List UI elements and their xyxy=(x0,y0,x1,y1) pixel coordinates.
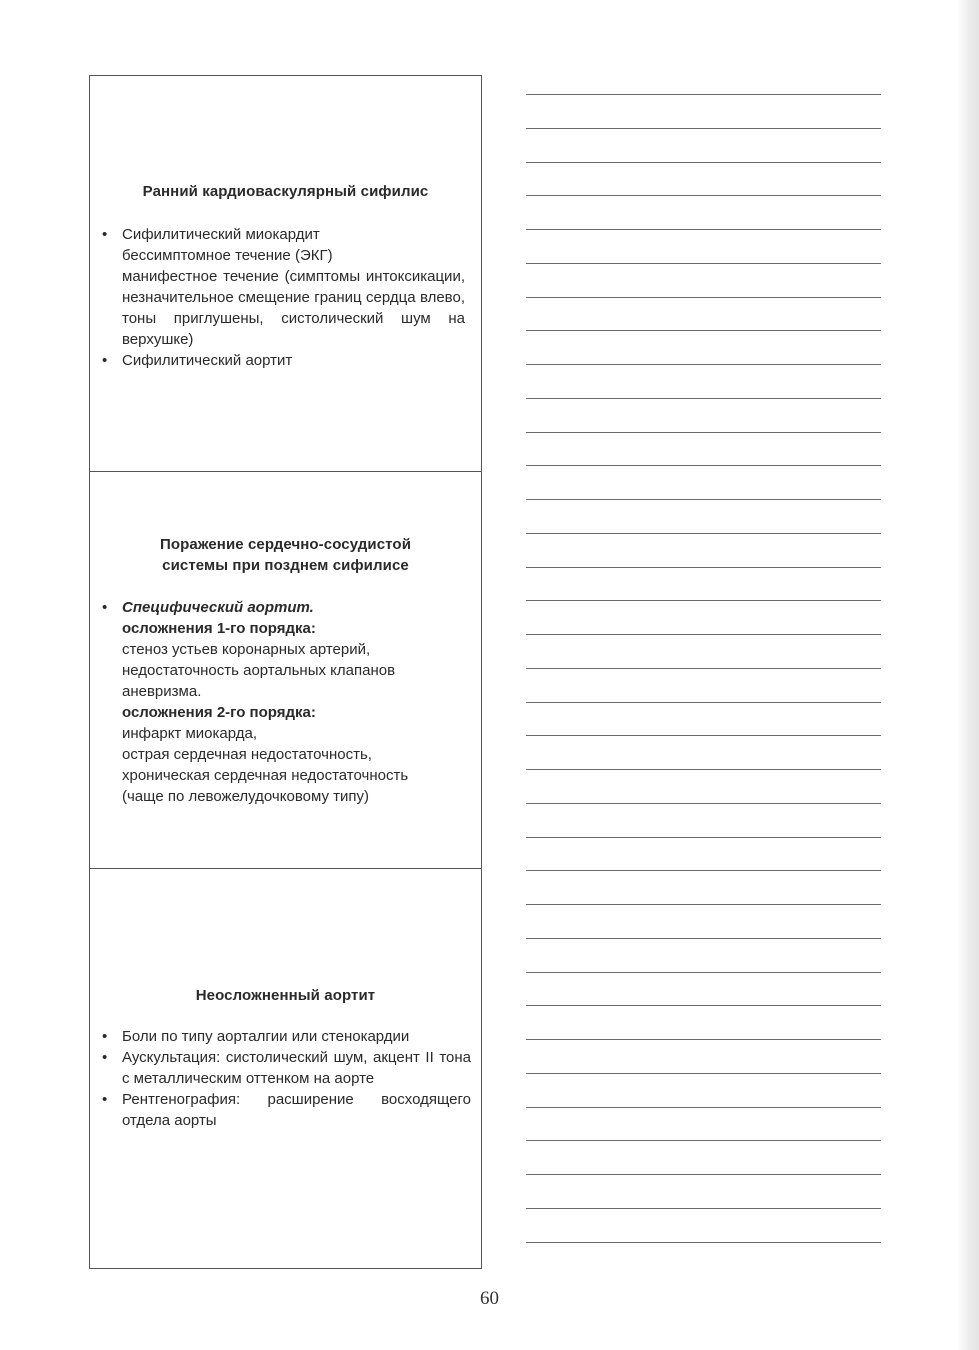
note-line xyxy=(526,668,881,669)
item-text: Рентгенография: расширение восходящего отдела аорты xyxy=(122,1091,471,1129)
note-line xyxy=(526,432,881,433)
note-line xyxy=(526,297,881,298)
note-line xyxy=(526,702,881,703)
page-edge-shadow xyxy=(957,0,979,1350)
note-line xyxy=(526,735,881,736)
slide-early-cardiovascular-syphilis xyxy=(90,76,481,472)
complications-1-label: осложнения 1-го порядка: xyxy=(122,620,316,637)
note-line xyxy=(526,128,881,129)
note-line xyxy=(526,972,881,973)
note-line xyxy=(526,803,881,804)
note-line xyxy=(526,1140,881,1141)
note-line xyxy=(526,1005,881,1006)
note-line xyxy=(526,1039,881,1040)
bullet-list xyxy=(96,597,471,807)
item-line: манифестное течение (симптомы интоксикации, незначительное смещение границ сердца влево, тоны приглушены, систолический шум на верхушке) xyxy=(122,268,465,348)
note-line xyxy=(526,229,881,230)
bullet-icon: • xyxy=(102,1028,108,1045)
item-label: Специфический аортит. xyxy=(122,599,314,616)
slide-uncomplicated-aortitis xyxy=(90,869,481,1269)
item-text: Аускультация: систолический шум, акцент II тона с металлическим оттенком на аорте xyxy=(122,1049,471,1087)
note-line xyxy=(526,499,881,500)
note-line xyxy=(526,600,881,601)
note-line xyxy=(526,634,881,635)
bullet-icon: • xyxy=(102,226,108,243)
note-line xyxy=(526,1107,881,1108)
bullet-icon: • xyxy=(102,599,108,616)
item-line: стеноз устьев коронарных артерий, xyxy=(122,641,371,658)
item-line: хроническая сердечная недостаточность xyxy=(122,767,409,784)
bullet-icon: • xyxy=(102,352,108,369)
note-line xyxy=(526,1073,881,1074)
item-text: Боли по типу аорталгии или стенокардии xyxy=(122,1028,410,1045)
note-line xyxy=(526,94,881,95)
item-line: бессимптомное течение (ЭКГ) xyxy=(122,247,333,264)
note-line xyxy=(526,330,881,331)
note-line xyxy=(526,1174,881,1175)
item-line: недостаточность аортальных клапанов xyxy=(122,662,396,679)
bullet-icon: • xyxy=(102,1091,108,1108)
item-label: Сифилитический миокардит xyxy=(122,226,320,243)
note-line xyxy=(526,837,881,838)
page-number: 60 xyxy=(480,1288,499,1309)
item-label: Сифилитический аортит xyxy=(122,352,293,369)
note-line xyxy=(526,162,881,163)
note-line xyxy=(526,533,881,534)
list-item xyxy=(96,224,471,350)
note-line xyxy=(526,769,881,770)
bullet-icon: • xyxy=(102,1049,108,1066)
bullet-list xyxy=(96,1026,471,1131)
note-line xyxy=(526,938,881,939)
note-line xyxy=(526,263,881,264)
list-item xyxy=(96,350,471,371)
complications-2-label: осложнения 2-го порядка: xyxy=(122,704,316,721)
list-item xyxy=(96,597,471,807)
note-line xyxy=(526,1242,881,1243)
note-line xyxy=(526,567,881,568)
note-line xyxy=(526,1208,881,1209)
note-line xyxy=(526,195,881,196)
note-line xyxy=(526,398,881,399)
item-line: острая сердечная недостаточность, xyxy=(122,746,372,763)
slide-title: Ранний кардиоваскулярный сифилис xyxy=(142,183,429,200)
list-item xyxy=(96,1089,471,1131)
slide-title: Неосложненный аортит xyxy=(195,987,376,1004)
slides-column xyxy=(89,75,482,1269)
item-line: аневризма. xyxy=(122,683,202,700)
list-item xyxy=(96,1026,471,1047)
slide-title: Поражение сердечно-сосудистой системы при позднем сифилисе xyxy=(159,536,412,574)
note-line xyxy=(526,364,881,365)
item-line: (чаще по левожелудочковому типу) xyxy=(122,788,369,805)
bullet-list xyxy=(96,224,471,371)
note-line xyxy=(526,465,881,466)
slide-late-syphilis-cardiovascular xyxy=(90,472,481,869)
note-line xyxy=(526,904,881,905)
list-item xyxy=(96,1047,471,1089)
item-line: инфаркт миокарда, xyxy=(122,725,257,742)
note-line xyxy=(526,870,881,871)
